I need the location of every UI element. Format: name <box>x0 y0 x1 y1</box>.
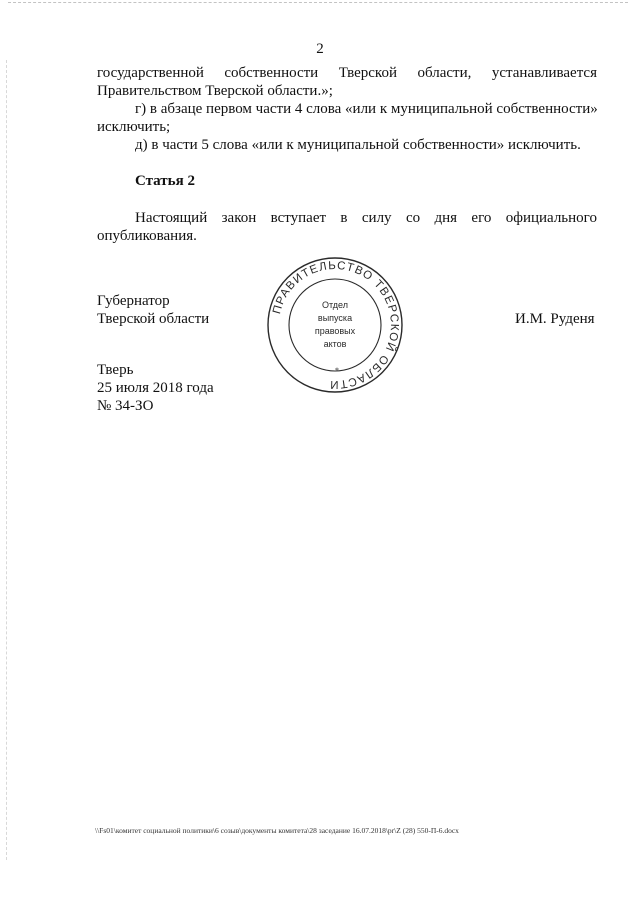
stamp-ring-text: ПРАВИТЕЛЬСТВО ТВЕРСКОЙ ОБЛАСТИ <box>271 259 401 391</box>
body-line-2: Правительством Тверской области.»; <box>97 83 333 99</box>
word: дня <box>434 210 458 226</box>
stamp-star-icon: * <box>335 366 339 375</box>
word: Тверской <box>338 65 397 81</box>
footer-file-path: \\Fs01\комитет социальной политики\6 созыв\документы комитета\28 заседание 16.07.2018\pr\Z (28) 550-П-6.docx <box>95 826 459 835</box>
official-stamp <box>265 255 405 395</box>
word: со <box>405 210 421 226</box>
word: в <box>340 210 348 226</box>
item-g-continuation: исключить; <box>97 119 171 135</box>
scan-artifact-top <box>8 2 628 7</box>
stamp-center-line: Отдел <box>321 300 349 310</box>
stamp-center-line: правовых <box>314 326 356 336</box>
stamp-center-line: выпуска <box>317 313 353 323</box>
article-heading: Статья 2 <box>135 173 195 189</box>
article-text-line-1 <box>135 209 597 227</box>
stamp-inner-ring <box>289 279 381 371</box>
page-number: 2 <box>316 41 324 57</box>
scan-artifact-left <box>6 60 8 860</box>
word: устанавливается <box>491 65 597 81</box>
item-g: г) в абзаце первом части 4 слова «или к муниципальной собственности» <box>135 101 598 117</box>
word: его <box>471 210 492 226</box>
article-text-line-2: опубликования. <box>97 228 197 244</box>
item-d: д) в части 5 слова «или к муниципальной собственности» исключить. <box>135 137 581 153</box>
word: закон <box>221 210 257 226</box>
issue-date: 25 июля 2018 года <box>97 380 214 396</box>
word: государственной <box>97 65 204 81</box>
signatory-name: И.М. Руденя <box>515 311 595 327</box>
word: собственности <box>224 65 319 81</box>
issue-place: Тверь <box>97 362 134 378</box>
word: области, <box>417 65 472 81</box>
stamp-center-line: актов <box>323 339 347 349</box>
signatory-organization: Тверской области <box>97 311 210 327</box>
body-line-1 <box>97 64 597 82</box>
word: официального <box>505 210 597 226</box>
word: Настоящий <box>135 210 208 226</box>
signatory-title: Губернатор <box>97 293 170 309</box>
word: силу <box>361 210 392 226</box>
law-number: № 34-ЗО <box>97 398 154 414</box>
word: вступает <box>270 210 327 226</box>
